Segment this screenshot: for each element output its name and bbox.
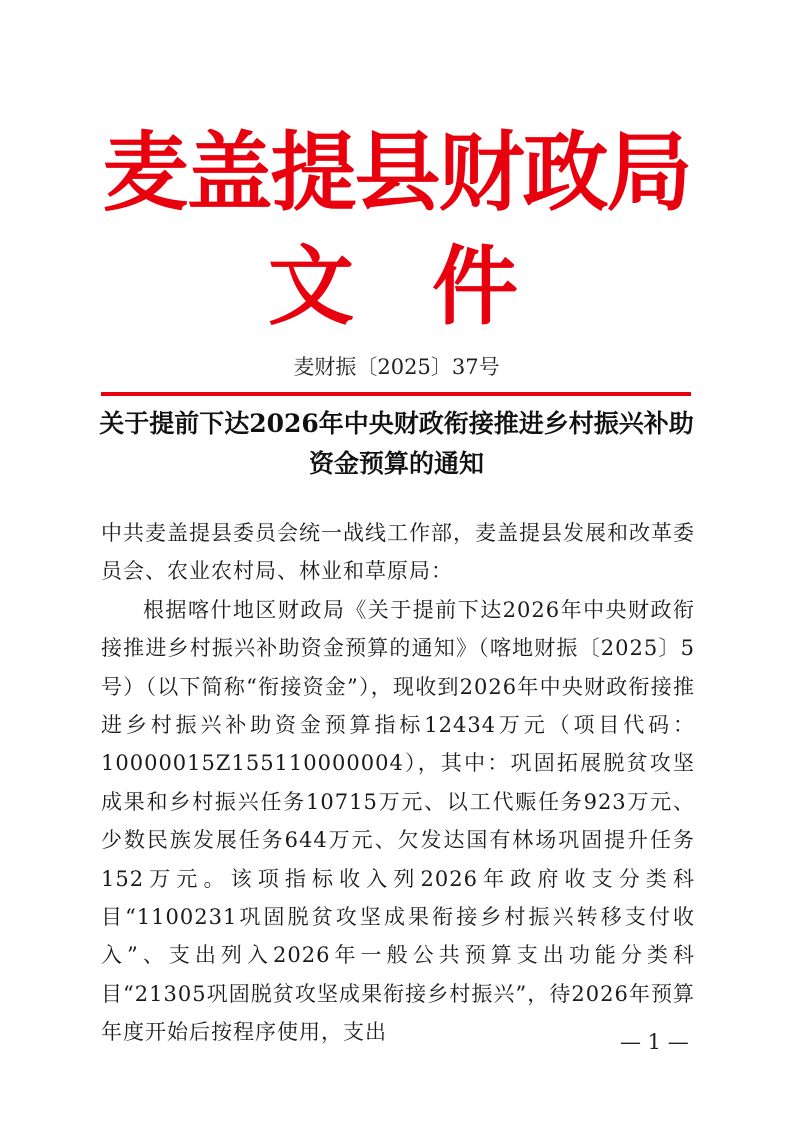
document-header-subtitle [0, 232, 793, 342]
recipients-paragraph: 中共麦盖提县委员会统一战线工作部，麦盖提县发展和改革委员会、农业农村局、林业和草原局： [101, 521, 695, 584]
page-number: — 1 — [620, 1030, 689, 1054]
document-header-title: 麦盖提县财政局 [102, 123, 691, 223]
red-divider-line [101, 392, 691, 396]
header-char-wen: 文 [268, 237, 354, 337]
body-paragraph-1: 根据喀什地区财政局《关于提前下达2026年中央财政衔接推进乡村振兴补助资金预算的通知》（喀地财振〔2025〕5号）（以下简称“衔接资金”），现收到2026年中央财政衔接推进乡村振兴补助资金预算指标12434万元（项目代码：10000015Z155110000004），其中：巩固拓展脱贫攻坚成果和乡村振兴任务10715万元、以工代赈任务923万元、少数民族发展任务644万元、欠发达国有林场巩固提升任务152万元。该项指标收入列2026年政府收支分类科目“1100231巩固脱贫攻坚成果衔接乡村振兴转移支付收入”、支出列入2026年一般公共预算支出功能分类科目“21305巩固脱贫攻坚成果衔接乡村振兴”，待2026年预算年度开始后按程序使用，支出 [101, 597, 695, 1045]
document-title: 关于提前下达2026年中央财政衔接推进乡村振兴补助资金预算的通知 [99, 409, 694, 478]
header-char-jian: 件 [432, 237, 518, 337]
document-body [101, 514, 695, 1052]
document-number: 麦财振〔2025〕37号 [293, 355, 500, 379]
